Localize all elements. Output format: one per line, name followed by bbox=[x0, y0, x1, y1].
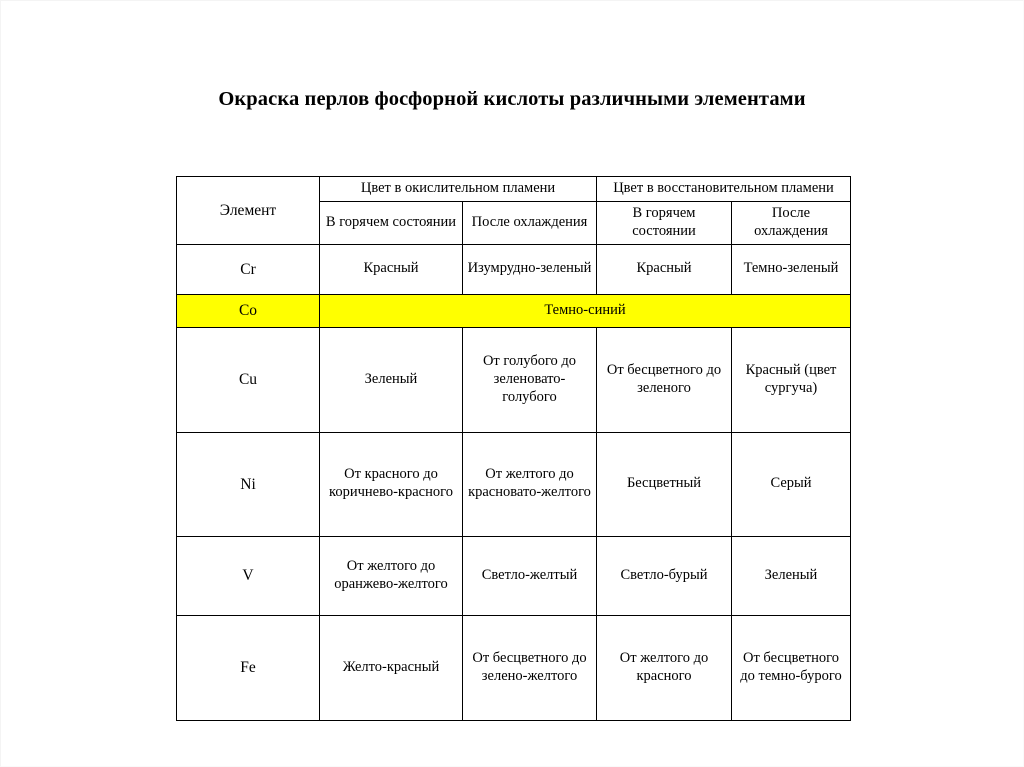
cell-element-co: Co bbox=[177, 294, 320, 327]
cell-cr-oxidizing-cooled: Изумрудно-зеленый bbox=[463, 244, 597, 294]
cell-cu-oxidizing-hot: Зеленый bbox=[320, 327, 463, 432]
cell-element-fe: Fe bbox=[177, 615, 320, 720]
table-row bbox=[177, 244, 851, 294]
pearl-color-table-container bbox=[176, 176, 850, 721]
header-reducing-hot: В горячем состоянии bbox=[597, 201, 732, 244]
cell-cu-reducing-hot: От бесцветного до зеленого bbox=[597, 327, 732, 432]
table-row bbox=[177, 327, 851, 432]
cell-element-cu: Cu bbox=[177, 327, 320, 432]
cell-ni-oxidizing-hot: От красного до коричнево-красного bbox=[320, 432, 463, 536]
cell-ni-reducing-hot: Бесцветный bbox=[597, 432, 732, 536]
cell-fe-oxidizing-cooled: От бесцветного до зелено-желтого bbox=[463, 615, 597, 720]
table-header bbox=[177, 177, 851, 245]
cell-fe-reducing-cooled: От бесцветного до темно-бурого bbox=[732, 615, 851, 720]
cell-ni-reducing-cooled: Серый bbox=[732, 432, 851, 536]
table-row bbox=[177, 536, 851, 615]
cell-cu-oxidizing-cooled: От голубого до зеленовато-голубого bbox=[463, 327, 597, 432]
cell-cr-reducing-hot: Красный bbox=[597, 244, 732, 294]
cell-ni-oxidizing-cooled: От желтого до красновато-желтого bbox=[463, 432, 597, 536]
page-title: Окраска перлов фосфорной кислоты различными элементами bbox=[218, 88, 806, 110]
table-row-highlighted bbox=[177, 294, 851, 327]
table-row bbox=[177, 615, 851, 720]
header-group-oxidizing: Цвет в окислительном пламени bbox=[320, 177, 597, 202]
table-header-row-groups bbox=[177, 177, 851, 202]
table-body bbox=[177, 244, 851, 720]
cell-fe-reducing-hot: От желтого до красного bbox=[597, 615, 732, 720]
header-element: Элемент bbox=[177, 177, 320, 245]
table-row bbox=[177, 432, 851, 536]
cell-v-oxidizing-cooled: Светло-желтый bbox=[463, 536, 597, 615]
cell-cu-reducing-cooled: Красный (цвет сургуча) bbox=[732, 327, 851, 432]
header-reducing-cooled: После охлаждения bbox=[732, 201, 851, 244]
cell-element-cr: Cr bbox=[177, 244, 320, 294]
header-oxidizing-cooled: После охлаждения bbox=[463, 201, 597, 244]
cell-cr-oxidizing-hot: Красный bbox=[320, 244, 463, 294]
cell-co-merged-color: Темно-синий bbox=[320, 294, 851, 327]
header-group-reducing: Цвет в восстановительном пламени bbox=[597, 177, 851, 202]
header-oxidizing-hot: В горячем состоянии bbox=[320, 201, 463, 244]
cell-v-oxidizing-hot: От желтого до оранжево-желтого bbox=[320, 536, 463, 615]
cell-v-reducing-cooled: Зеленый bbox=[732, 536, 851, 615]
cell-element-ni: Ni bbox=[177, 432, 320, 536]
cell-element-v: V bbox=[177, 536, 320, 615]
cell-cr-reducing-cooled: Темно-зеленый bbox=[732, 244, 851, 294]
pearl-color-table bbox=[176, 176, 851, 721]
cell-fe-oxidizing-hot: Желто-красный bbox=[320, 615, 463, 720]
cell-v-reducing-hot: Светло-бурый bbox=[597, 536, 732, 615]
